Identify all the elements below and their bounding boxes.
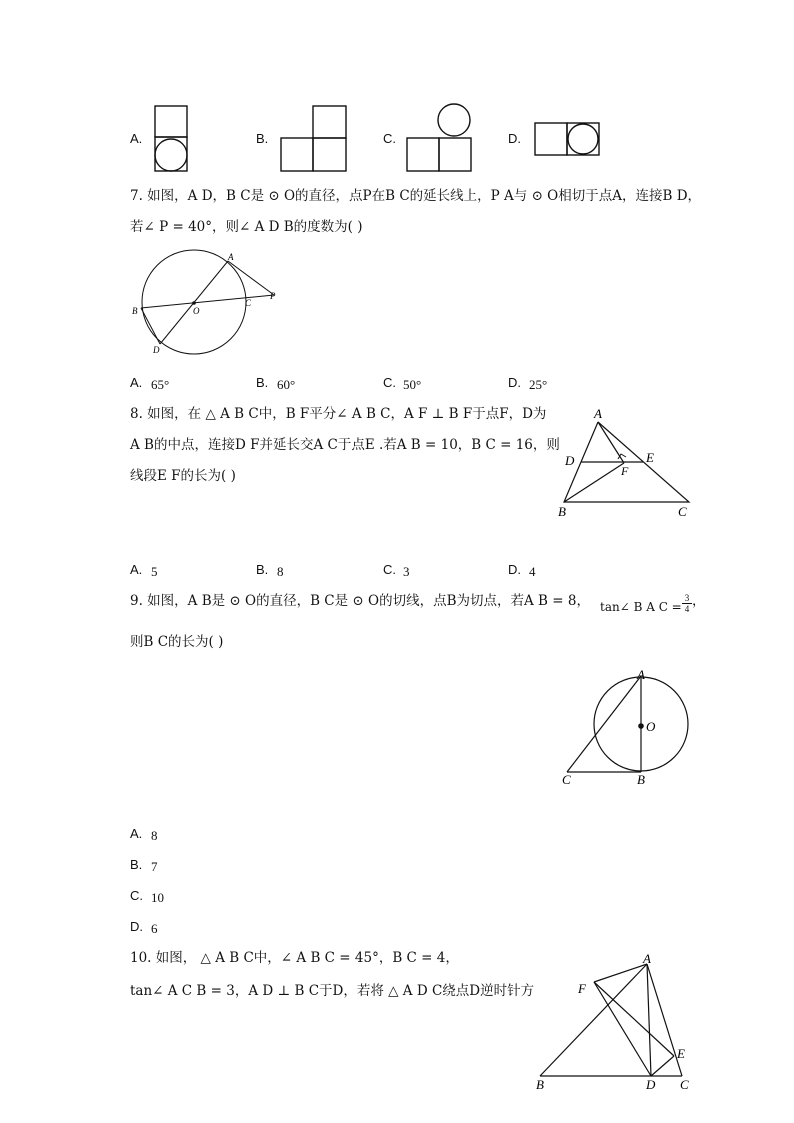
- q8-option-d-value: 4: [529, 564, 536, 579]
- q9-label-o: O: [646, 719, 656, 734]
- q9-option-b-value: 7: [151, 859, 158, 874]
- q6-option-c-letter: C.: [383, 131, 396, 146]
- q9-option-d-letter: D.: [130, 919, 143, 934]
- q6-option-d-letter: D.: [508, 131, 521, 146]
- q9-label-b: B: [637, 772, 645, 787]
- q8-option-d-letter: D.: [508, 562, 521, 577]
- q9-stem-line2: 则B C的长为( ): [130, 634, 224, 650]
- q8-figure: [555, 404, 705, 519]
- q6-option-d-figure: [532, 120, 604, 158]
- q8-label-c: C: [678, 504, 687, 519]
- q7-label-p: P: [270, 291, 276, 301]
- q7-label-b: B: [132, 306, 138, 316]
- q8-option-a-letter: A.: [130, 562, 143, 577]
- q6-option-b-figure: [278, 104, 350, 174]
- q10-stem-line2: tan∠ A C B = 3，A D ⊥ B C于D，若将 △ A D C绕点D逆时针方: [130, 983, 535, 999]
- q8-option-c-value: 3: [403, 564, 410, 579]
- q8-option-c-letter: C.: [383, 562, 396, 577]
- q7-stem-line1: 7. 如图，A D，B C是 ⊙ O的直径，点P在B C的延长线上，P A与 ⊙ O相切于点A，连接B D，: [130, 188, 702, 204]
- q9-tan-text: tan∠ B A C =: [600, 600, 682, 614]
- q10-stem-line1: 10. 如图， △ A B C中，∠ A B C = 45°，B C = 4，: [130, 950, 459, 966]
- q10-label-f: F: [578, 981, 586, 996]
- q9-option-a-value: 8: [151, 828, 158, 843]
- q7-figure: [128, 248, 288, 360]
- q7-label-c: C: [245, 298, 252, 308]
- q8-option-b-value: 8: [277, 564, 284, 579]
- q10-label-e: E: [677, 1046, 685, 1061]
- q7-label-o: O: [193, 306, 200, 316]
- q9-fraction-denominator: 4: [682, 603, 692, 614]
- q8-label-f: F: [621, 464, 629, 478]
- q9-option-c-value: 10: [151, 890, 164, 905]
- q9-stem-line1: 9. 如图，A B是 ⊙ O的直径，B C是 ⊙ O的切线，点B为切点，若A B = 8，: [130, 593, 590, 609]
- q10-label-a: A: [643, 951, 651, 966]
- q10-label-b: B: [536, 1077, 544, 1092]
- q9-fraction-numerator: 3: [684, 593, 690, 603]
- q10-label-c: C: [680, 1077, 689, 1092]
- q9-option-c-letter: C.: [130, 888, 143, 903]
- q10-label-d: D: [646, 1077, 656, 1092]
- q8-stem-line3: 线段E F的长为( ): [130, 468, 236, 484]
- q7-option-d-value: 25°: [529, 377, 548, 392]
- q9-fraction: [682, 593, 692, 614]
- q8-label-d: D: [565, 453, 575, 468]
- q8-label-b: B: [558, 504, 566, 519]
- q7-option-c-letter: C.: [383, 375, 396, 390]
- q7-label-d: D: [153, 345, 160, 355]
- q9-figure: [558, 666, 698, 790]
- q9-option-a-letter: A.: [130, 826, 143, 841]
- q9-stem-line1-end: ，: [692, 593, 706, 609]
- q8-stem-line1: 8. 如图，在 △ A B C中，B F平分∠ A B C，A F ⊥ B F于点F，D为: [130, 406, 547, 422]
- q7-stem-line2: 若∠ P = 40°，则∠ A D B的度数为( ): [130, 219, 363, 235]
- q6-option-a-letter: A.: [130, 131, 143, 146]
- q7-option-b-value: 60°: [277, 377, 296, 392]
- q9-label-a: A: [637, 667, 645, 682]
- q8-label-e: E: [646, 450, 654, 465]
- q10-figure: [530, 950, 705, 1096]
- q8-option-a-value: 5: [151, 564, 158, 579]
- q7-option-a-value: 65°: [151, 377, 170, 392]
- q9-option-d-value: 6: [151, 921, 158, 936]
- q9-label-c: C: [562, 772, 571, 787]
- q8-option-b-letter: B.: [256, 562, 269, 577]
- q6-option-b-letter: B.: [256, 131, 269, 146]
- q7-option-b-letter: B.: [256, 375, 269, 390]
- q9-option-b-letter: B.: [130, 857, 143, 872]
- q6-option-c-figure: [404, 102, 474, 174]
- q7-label-a: A: [228, 252, 234, 262]
- q7-option-d-letter: D.: [508, 375, 521, 390]
- q8-stem-line2: A B的中点，连接D F并延长交A C于点E .若A B = 10，B C = 16，则: [130, 437, 560, 453]
- q7-option-c-value: 50°: [403, 377, 422, 392]
- q8-label-a: A: [594, 406, 602, 421]
- q6-option-a-figure: [150, 104, 190, 174]
- q7-option-a-letter: A.: [130, 375, 143, 390]
